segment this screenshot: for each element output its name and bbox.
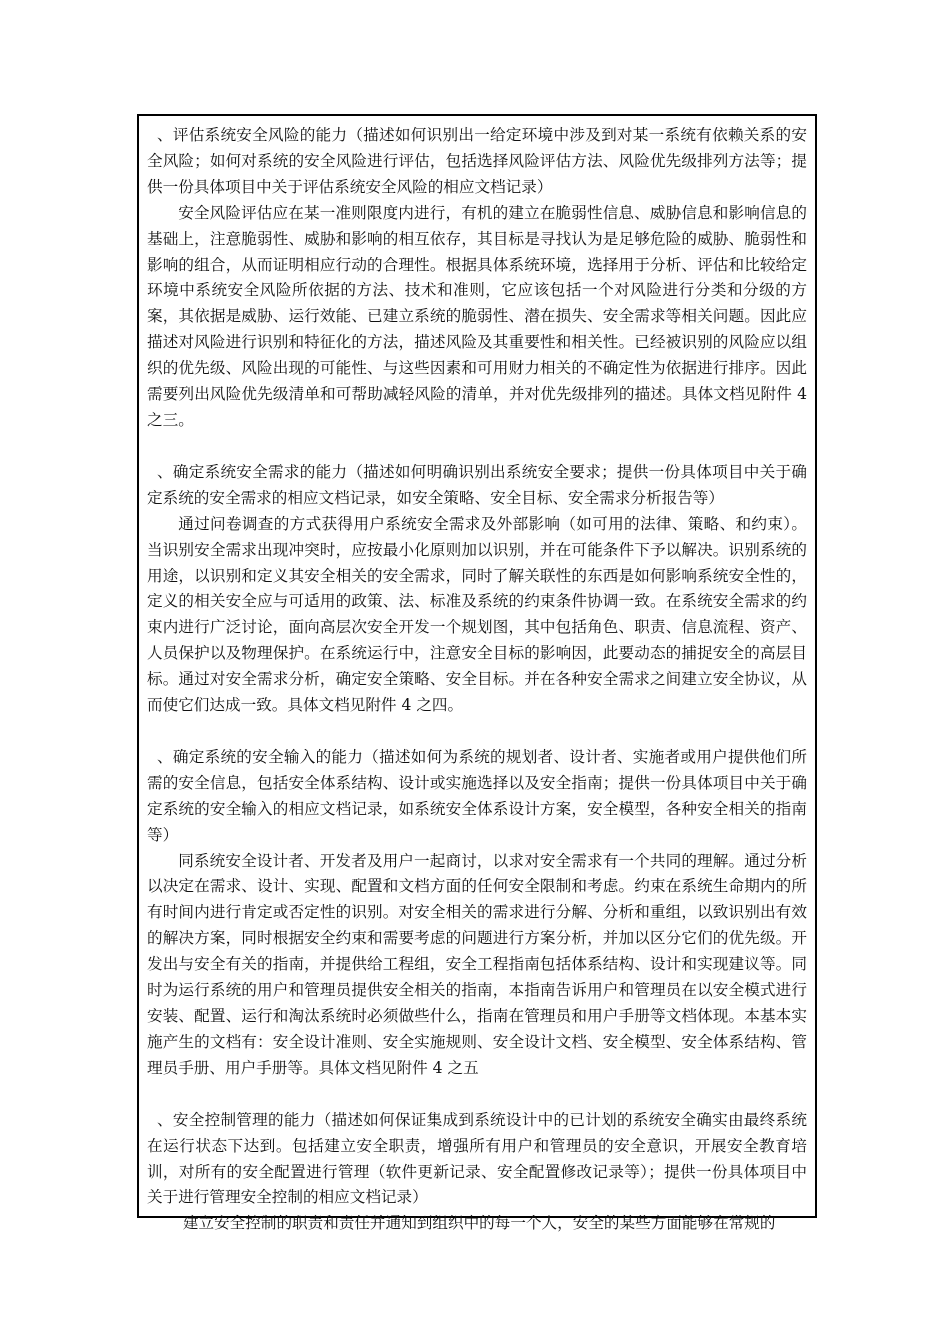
section-security-requirements bbox=[147, 460, 807, 719]
section-security-input bbox=[147, 745, 807, 1082]
section-heading: 、安全控制管理的能力（描述如何保证集成到系统设计中的已计划的系统安全确实由最终系统在运行状态下达到。包括建立安全职责，增强所有用户和管理员的安全意识，开展安全教育培训，对所有的安全配置进行管理（软件更新记录、安全配置修改记录等）；提供一份具体项目中关于进行管理安全控制的相应文档记录） bbox=[147, 1110, 807, 1207]
section-heading: 、评估系统安全风险的能力（描述如何识别出一给定环境中涉及到对某一系统有依赖关系的安全风险；如何对系统的安全风险进行评估，包括选择风险评估方法、风险优先级排列方法等；提供一份具体项目中关于评估系统安全风险的相应文档记录） bbox=[147, 126, 807, 196]
section-body: 安全风险评估应在某一准则限度内进行，有机的建立在脆弱性信息、威胁信息和影响信息的基础上，注意脆弱性、威胁和影响的相互依存，其目标是寻找认为是足够危险的威胁、脆弱性和影响的组合，从而证明相应行动的合理性。根据具体系统环境，选择用于分析、评估和比较给定环境中系统安全风险所依据的方法、技术和准则，它应该包括一个对风险进行分类和分级的方案，其依据是威胁、运行效能、已建立系统的脆弱性、潜在损失、安全需求等相关问题。因此应描述对风险进行识别和特征化的方法，描述风险及其重要性和相关性。已经被识别的风险应以组织的优先级、风险出现的可能性、与这些因素和可用财力相关的不确定性为依据进行排序。因此需要列出风险优先级清单和可帮助减轻风险的清单，并对优先级排列的描述。具体文档见附件 4 之三。 bbox=[147, 203, 807, 429]
section-security-control-management bbox=[147, 1108, 807, 1238]
section-heading: 、确定系统的安全输入的能力（描述如何为系统的规划者、设计者、实施者或用户提供他们所需的安全信息，包括安全体系结构、设计或实施选择以及安全指南；提供一份具体项目中关于确定系统的安全输入的相应文档记录，如系统安全体系设计方案，安全模型，各种安全相关的指南等） bbox=[147, 747, 807, 844]
section-heading: 、确定系统安全需求的能力（描述如何明确识别出系统安全要求；提供一份具体项目中关于确定系统的安全需求的相应文档记录，如安全策略、安全目标、安全需求分析报告等） bbox=[147, 462, 807, 507]
section-body: 同系统安全设计者、开发者及用户一起商讨，以求对安全需求有一个共同的理解。通过分析以决定在需求、设计、实现、配置和文档方面的任何安全限制和考虑。约束在系统生命期内的所有时间内进行肯定或否定性的识别。对安全相关的需求进行分解、分析和重组，以致识别出有效的解决方案，同时根据安全约束和需要考虑的问题进行方案分析，并加以区分它们的优先级。开发出与安全有关的指南，并提供给工程组，安全工程指南包括体系结构、设计和实现建议等。同时为运行系统的用户和管理员提供安全相关的指南，本指南告诉用户和管理员在以安全模式进行安装、配置、运行和淘汰系统时必须做些什么，指南在管理员和用户手册等文档体现。本基本实施产生的文档有：安全设计准则、安全实施规则、安全设计文档、安全模型、安全体系结构、管理员手册、用户手册等。具体文档见附件 4 之五 bbox=[147, 851, 807, 1077]
section-body: 通过问卷调查的方式获得用户系统安全需求及外部影响（如可用的法律、策略、和约束）。当识别安全需求出现冲突时，应按最小化原则加以识别，并在可能条件下予以解决。识别系统的用途，以识别和定义其安全相关的安全需求，同时了解关联性的东西是如何影响系统安全性的，定义的相关安全应与可适用的政策、法、标准及系统的约束条件协调一致。在系统安全需求的约束内进行广泛讨论，面向高层次安全开发一个规划图，其中包括角色、职责、信息流程、资产、人员保护以及物理保护。在系统运行中，注意安全目标的影响因，此要动态的捕捉安全的高层目标。通过对安全需求分析，确定安全策略、安全目标。并在各种安全需求之间建立安全协议，从而使它们达成一致。具体文档见附件 4 之四。 bbox=[147, 514, 807, 715]
section-body: 建立安全控制的职责和责任并通知到组织中的每一个人，安全的某些方面能够在常规的 bbox=[182, 1214, 776, 1233]
document-table-cell bbox=[137, 114, 817, 1233]
section-risk-assessment bbox=[147, 123, 807, 434]
